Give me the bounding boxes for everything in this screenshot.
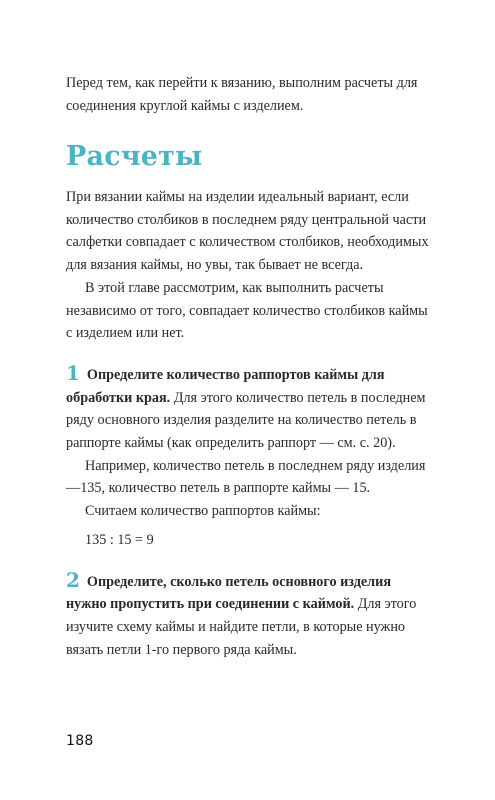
step-1-example: Например, количество петель в последнем ряду изделия —135, количество петель в раппорте каймы — 15. [66, 457, 426, 497]
step-1-text: Для этого количество петель в последнем ряду основного изделия разделите на количество петель в раппорте каймы (как определить раппорт — см. с. 20). [66, 389, 426, 452]
intro-paragraph: Перед тем, как перейти к вязанию, выполним расчеты для соединения круглой каймы с изделием. [66, 75, 418, 114]
step-1-calc-intro: Считаем количество раппортов каймы: [85, 503, 321, 520]
step-2-number: 2 [66, 567, 80, 592]
body-paragraph-1: При вязании каймы на изделии идеальный вариант, если количество столбиков в последнем ряду центральной части салфетки совпадает с количеством столбиков, необходимых для вязания каймы, но увы, так бывает не всегда. [66, 189, 429, 274]
step-1-paragraph [66, 362, 432, 455]
page-content [66, 72, 432, 661]
step-1 [66, 362, 432, 552]
body-paragraph-2: В этой главе рассмотрим, как выполнить расчеты независимо от того, совпадает количество столбиков каймы с изделием или нет. [66, 279, 428, 342]
step-2-text: Для этого изучите схему каймы и найдите петли, в которые нужно вязать петли 1-го первого ряда каймы. [66, 596, 417, 658]
step-2 [66, 569, 432, 662]
step-1-number: 1 [66, 360, 80, 385]
section-heading: Расчеты [66, 141, 203, 172]
step-2-paragraph [66, 569, 432, 662]
step-1-title: Определите количество раппортов каймы для обработки края. [66, 366, 385, 406]
step-2-title: Определите, сколько петель основного изделия нужно пропустить при соединении с каймой. [66, 573, 391, 613]
page-number: 188 [66, 733, 94, 749]
step-1-formula: 135 : 15 = 9 [85, 531, 154, 548]
